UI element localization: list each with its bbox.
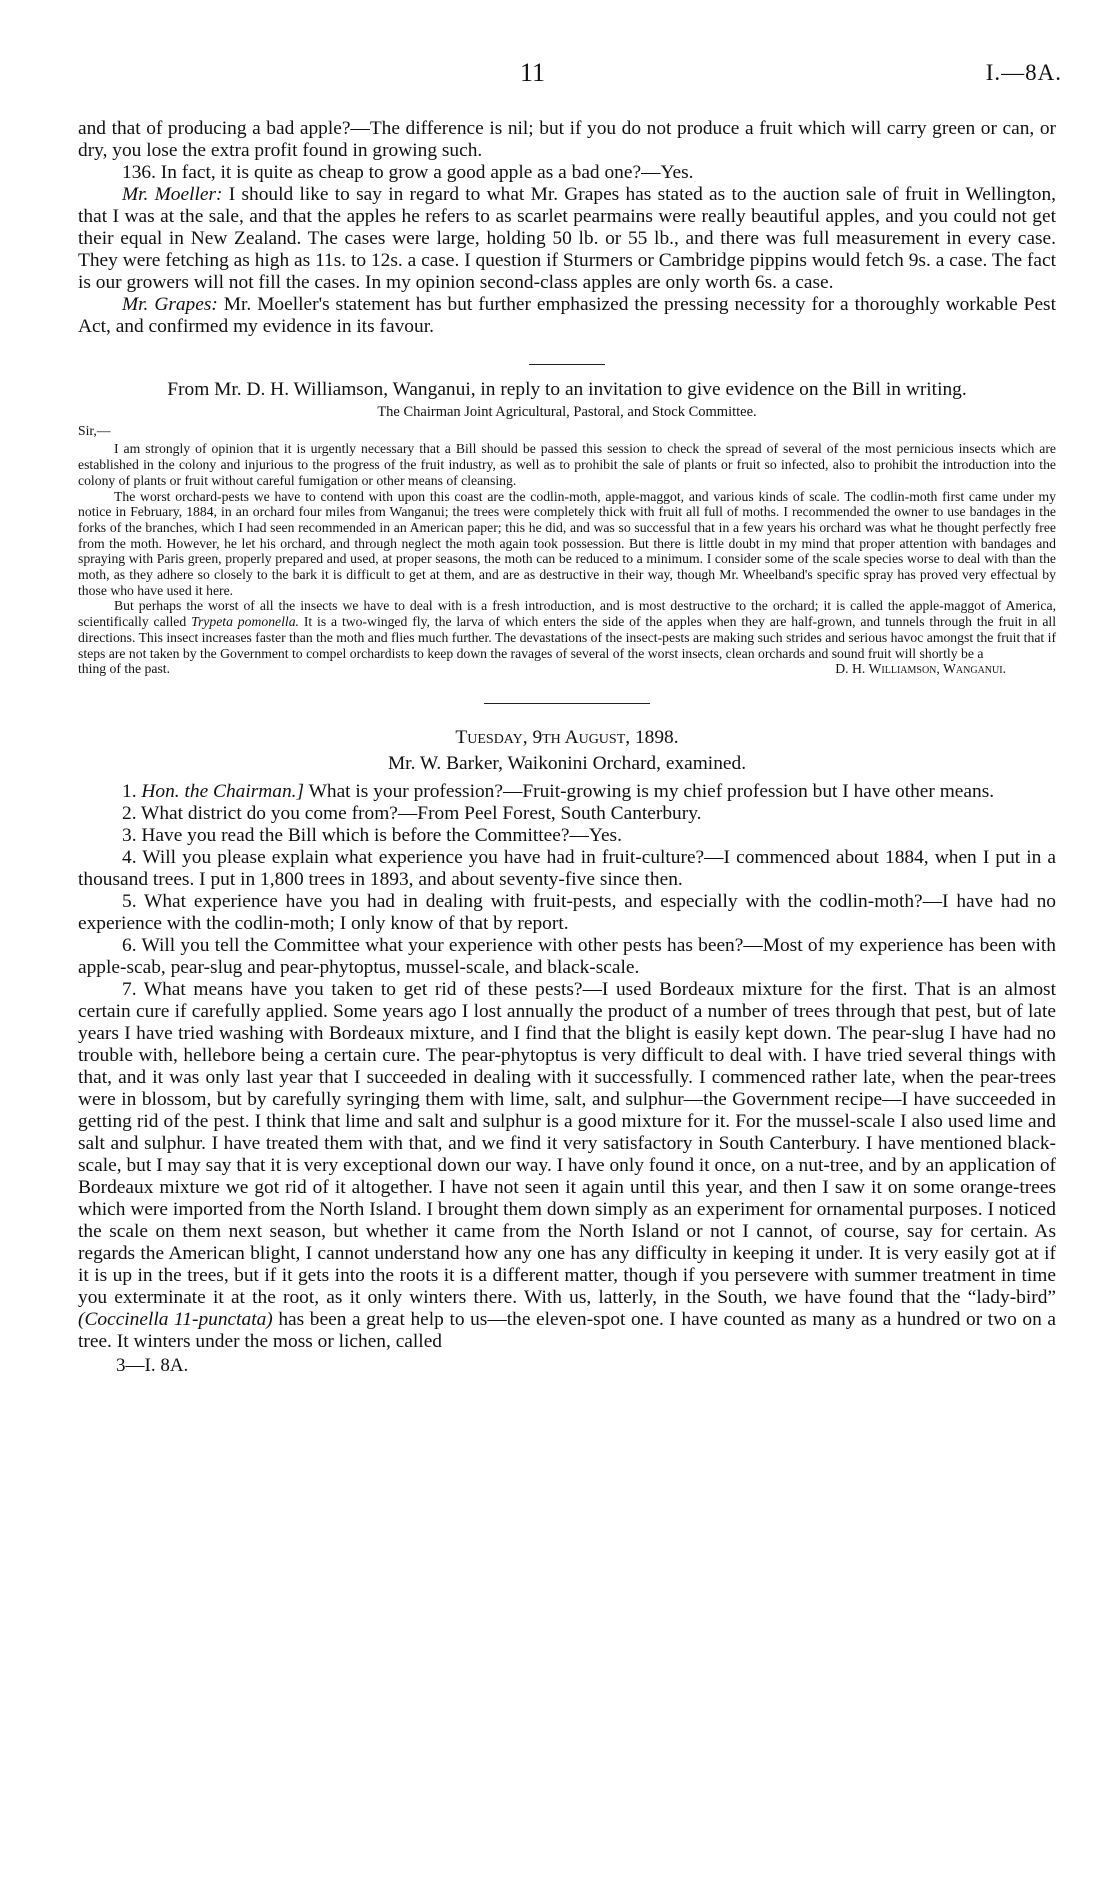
page-content bbox=[78, 118, 1056, 1377]
grapes-statement bbox=[78, 294, 1056, 338]
letter-salutation: Sir,— bbox=[78, 422, 111, 438]
question-2 bbox=[78, 803, 1056, 825]
question-1 bbox=[78, 781, 1056, 803]
speaker-name: Hon. the Chairman.] bbox=[141, 780, 305, 802]
question-3 bbox=[78, 825, 1056, 847]
question-5 bbox=[78, 891, 1056, 935]
witness-heading: Mr. W. Barker, Waikonini Orchard, examined. bbox=[387, 752, 747, 774]
letter-paragraph bbox=[78, 598, 1056, 661]
document-reference: I.—8A. bbox=[985, 60, 1062, 85]
paragraph-continuation: and that of producing a bad apple?—The difference is nil; but if you do not produce a fruit which will carry green or can, or dry, you lose the extra profit found in growing such. bbox=[78, 118, 1056, 161]
question-text: What experience have you had in dealing with fruit-pests, and especially with the codlin-moth?—I have had no experience with the codlin-moth; I only know of that by report. bbox=[78, 890, 1056, 934]
statement-text: I should like to say in regard to what Mr. Grapes has stated as to the auction sale of fruit in Wellington, that I was at the sale, and that the apples he refers to as scarlet pearmains were really beautiful apples, and you could not get their equal in New Zealand. The cases were large, holding 50 lb. or 55 lb., and there was full measurement in every case. They were fetching as high as 11s. to 12s. a case. I question if Sturmers or Cambridge pippins would fetch 9s. a case. The fact is our growers will not fill the cases. In my opinion second-class apples are only worth 6s. a case. bbox=[78, 184, 1056, 293]
examination-questions bbox=[78, 781, 1056, 1353]
scientific-name: (Coccinella 11-punctata) bbox=[78, 1308, 273, 1330]
question-text: Have you read the Bill which is before the Committee?—Yes. bbox=[141, 824, 622, 846]
question-text: What district do you come from?—From Peel Forest, South Canterbury. bbox=[141, 802, 702, 824]
question-text: What is your profession?—Fruit-growing is my chief profession but I have other means. bbox=[308, 780, 995, 802]
question-text: Will you please explain what experience you have had in fruit-culture?—I commenced about 1884, when I put in a thousand trees. I put in 1,800 trees in 1893, and about seventy-five since then. bbox=[78, 846, 1057, 890]
question-number: 2. bbox=[122, 802, 137, 824]
question-4 bbox=[78, 847, 1056, 891]
printer-signature-mark: 3—I. 8A. bbox=[116, 1354, 189, 1376]
letter-text: It is a two-winged fly, the larva of which enters the side of the apples when they are half-grown, and tunnels through the fruit in all directions. This insect increases faster than the moth and flies much further. The devastations of the insect-pests are making such strides and serious havoc amongst the fruit that if steps are not taken by the Government to compel orchardists to keep down the ravages of several of the worst insects, clean orchards and sound fruit will shortly be a bbox=[78, 614, 1057, 661]
letter-paragraph: I am strongly of opinion that it is urgently necessary that a Bill should be passed this session to check the spread of several of the most pernicious insects which are established in the colony and injurious to the progress of the fruit industry, as well as to prohibit the sale of plants or fruit so infected, also to prohibit the introduction into the colony of plants or fruit without careful fumigation or other means of cleansing. bbox=[78, 441, 1056, 488]
section-divider bbox=[484, 703, 650, 704]
question-number: 3. bbox=[122, 824, 137, 846]
question-136: 136. In fact, it is quite as cheap to grow a good apple as a bad one?—Yes. bbox=[122, 162, 694, 183]
speaker-name: Mr. Grapes: bbox=[122, 294, 218, 315]
question-number: 4. bbox=[122, 846, 137, 868]
session-date: Tuesday, 9th August, 1898. bbox=[455, 726, 679, 748]
letter-heading: From Mr. D. H. Williamson, Wanganui, in reply to an invitation to give evidence on the Bill in writing. bbox=[167, 379, 967, 400]
letter-text: But perhaps the worst of all the insects we have to deal with is a fresh introduction, and is most destructive to the orchard; it is called the apple-maggot of America, scientifically called bbox=[78, 598, 1056, 630]
question-text: Will you tell the Committee what your experience with other pests has been?—Most of my experience has been with apple-scab, pear-slug and pear-phytoptus, mussel-scale, and black-scale. bbox=[78, 934, 1057, 978]
letter-addressee: The Chairman Joint Agricultural, Pastoral, and Stock Committee. bbox=[377, 404, 757, 420]
question-7 bbox=[78, 979, 1056, 1353]
scientific-name: Trypeta pomonella. bbox=[191, 614, 299, 630]
question-number: 1. bbox=[122, 780, 137, 802]
speaker-name: Mr. Moeller: bbox=[122, 184, 223, 205]
page-header bbox=[0, 58, 1114, 88]
question-text: 7. What means have you taken to get rid of these pests?—I used Bordeaux mixture for the first. That is an almost certain cure if carefully applied. Some years ago I lost annually the product of a number of trees through that pest, but of late years I have tried washing with Bordeaux mixture, and I find that the blight is easily kept down. The pear-slug I have had no trouble with, hellebore being a certain cure. The pear-phytoptus is very difficult to deal with. I have tried several things with that, and it was only last year that I succeeded in dealing with it successfully. I commenced rather late, when the pear-trees were in blossom, but by carefully syringing them with lime, salt, and sulphur—the Government recipe—I have succeeded in getting rid of the pest. I think that lime and salt and sulphur is a good mixture for it. For the mussel-scale I also used lime and salt and sulphur. I have treated them with that, and we find it very satisfactory in South Canterbury. I have mentioned black-scale, but I may say that it is very exceptional down our way. I have only found it once, on a nut-tree, and by an application of Bordeaux mixture we got rid of it altogether. I have not seen it again until this year, and then I saw it on some orange-trees which were imported from the North Island. I brought them down simply as an experiment for ornamental purposes. I noticed the scale on them next season, but whether it came from the North Island or not I cannot, of course, say for certain. As regards the American blight, I cannot understand how any one has any difficulty in keeping it under. It is very easily got at if it is up in the trees, but if it gets into the roots it is a different matter, though if you persevere with summer treatment in time you exterminate it at the root, as it only winters there. With us, latterly, in the South, we have found that the “lady-bird” bbox=[78, 978, 1056, 1308]
question-number: 6. bbox=[122, 934, 137, 956]
question-number: 5. bbox=[122, 890, 137, 912]
letter-closing: thing of the past. bbox=[78, 661, 170, 677]
section-divider bbox=[529, 364, 605, 365]
letter-closing-line bbox=[78, 661, 1056, 677]
moeller-statement bbox=[78, 184, 1056, 294]
page-number: 11 bbox=[520, 58, 546, 87]
question-6 bbox=[78, 935, 1056, 979]
question-text: has been a great help to us—the eleven-spot one. I have counted as many as a hundred or two on a tree. It winters under the moss or lichen, called bbox=[78, 1308, 1056, 1352]
letter-paragraph: The worst orchard-pests we have to contend with upon this coast are the codlin-moth, apple-maggot, and various kinds of scale. The codlin-moth first came under my notice in February, 1884, in an orchard four miles from Wanganui; the trees were completely thick with fruit all full of moths. I recommended the owner to use bandages in the forks of the branches, which I had seen recommended in an American paper; this he did, and was so successful that in a few years his orchard was what he thought perfectly free from the moth. However, he let his orchard, and through neglect the moth again took possession. But there is little doubt in my mind that proper attention with bandages and spraying with Paris green, properly prepared and used, at proper seasons, the moth can be reduced to a minimum. I consider some of the scale species worse to deal with than the moth, as they adhere so closely to the bark it is difficult to get at them, and are as destructive in their way, though Mr. Wheelband's specific spray has proved very effectual by those who have used it here. bbox=[78, 488, 1056, 598]
letter-signature: D. H. Williamson, Wanganui. bbox=[835, 661, 1006, 677]
statement-text: Mr. Moeller's statement has but further emphasized the pressing necessity for a thoroughly workable Pest Act, and confirmed my evidence in its favour. bbox=[78, 294, 1056, 337]
